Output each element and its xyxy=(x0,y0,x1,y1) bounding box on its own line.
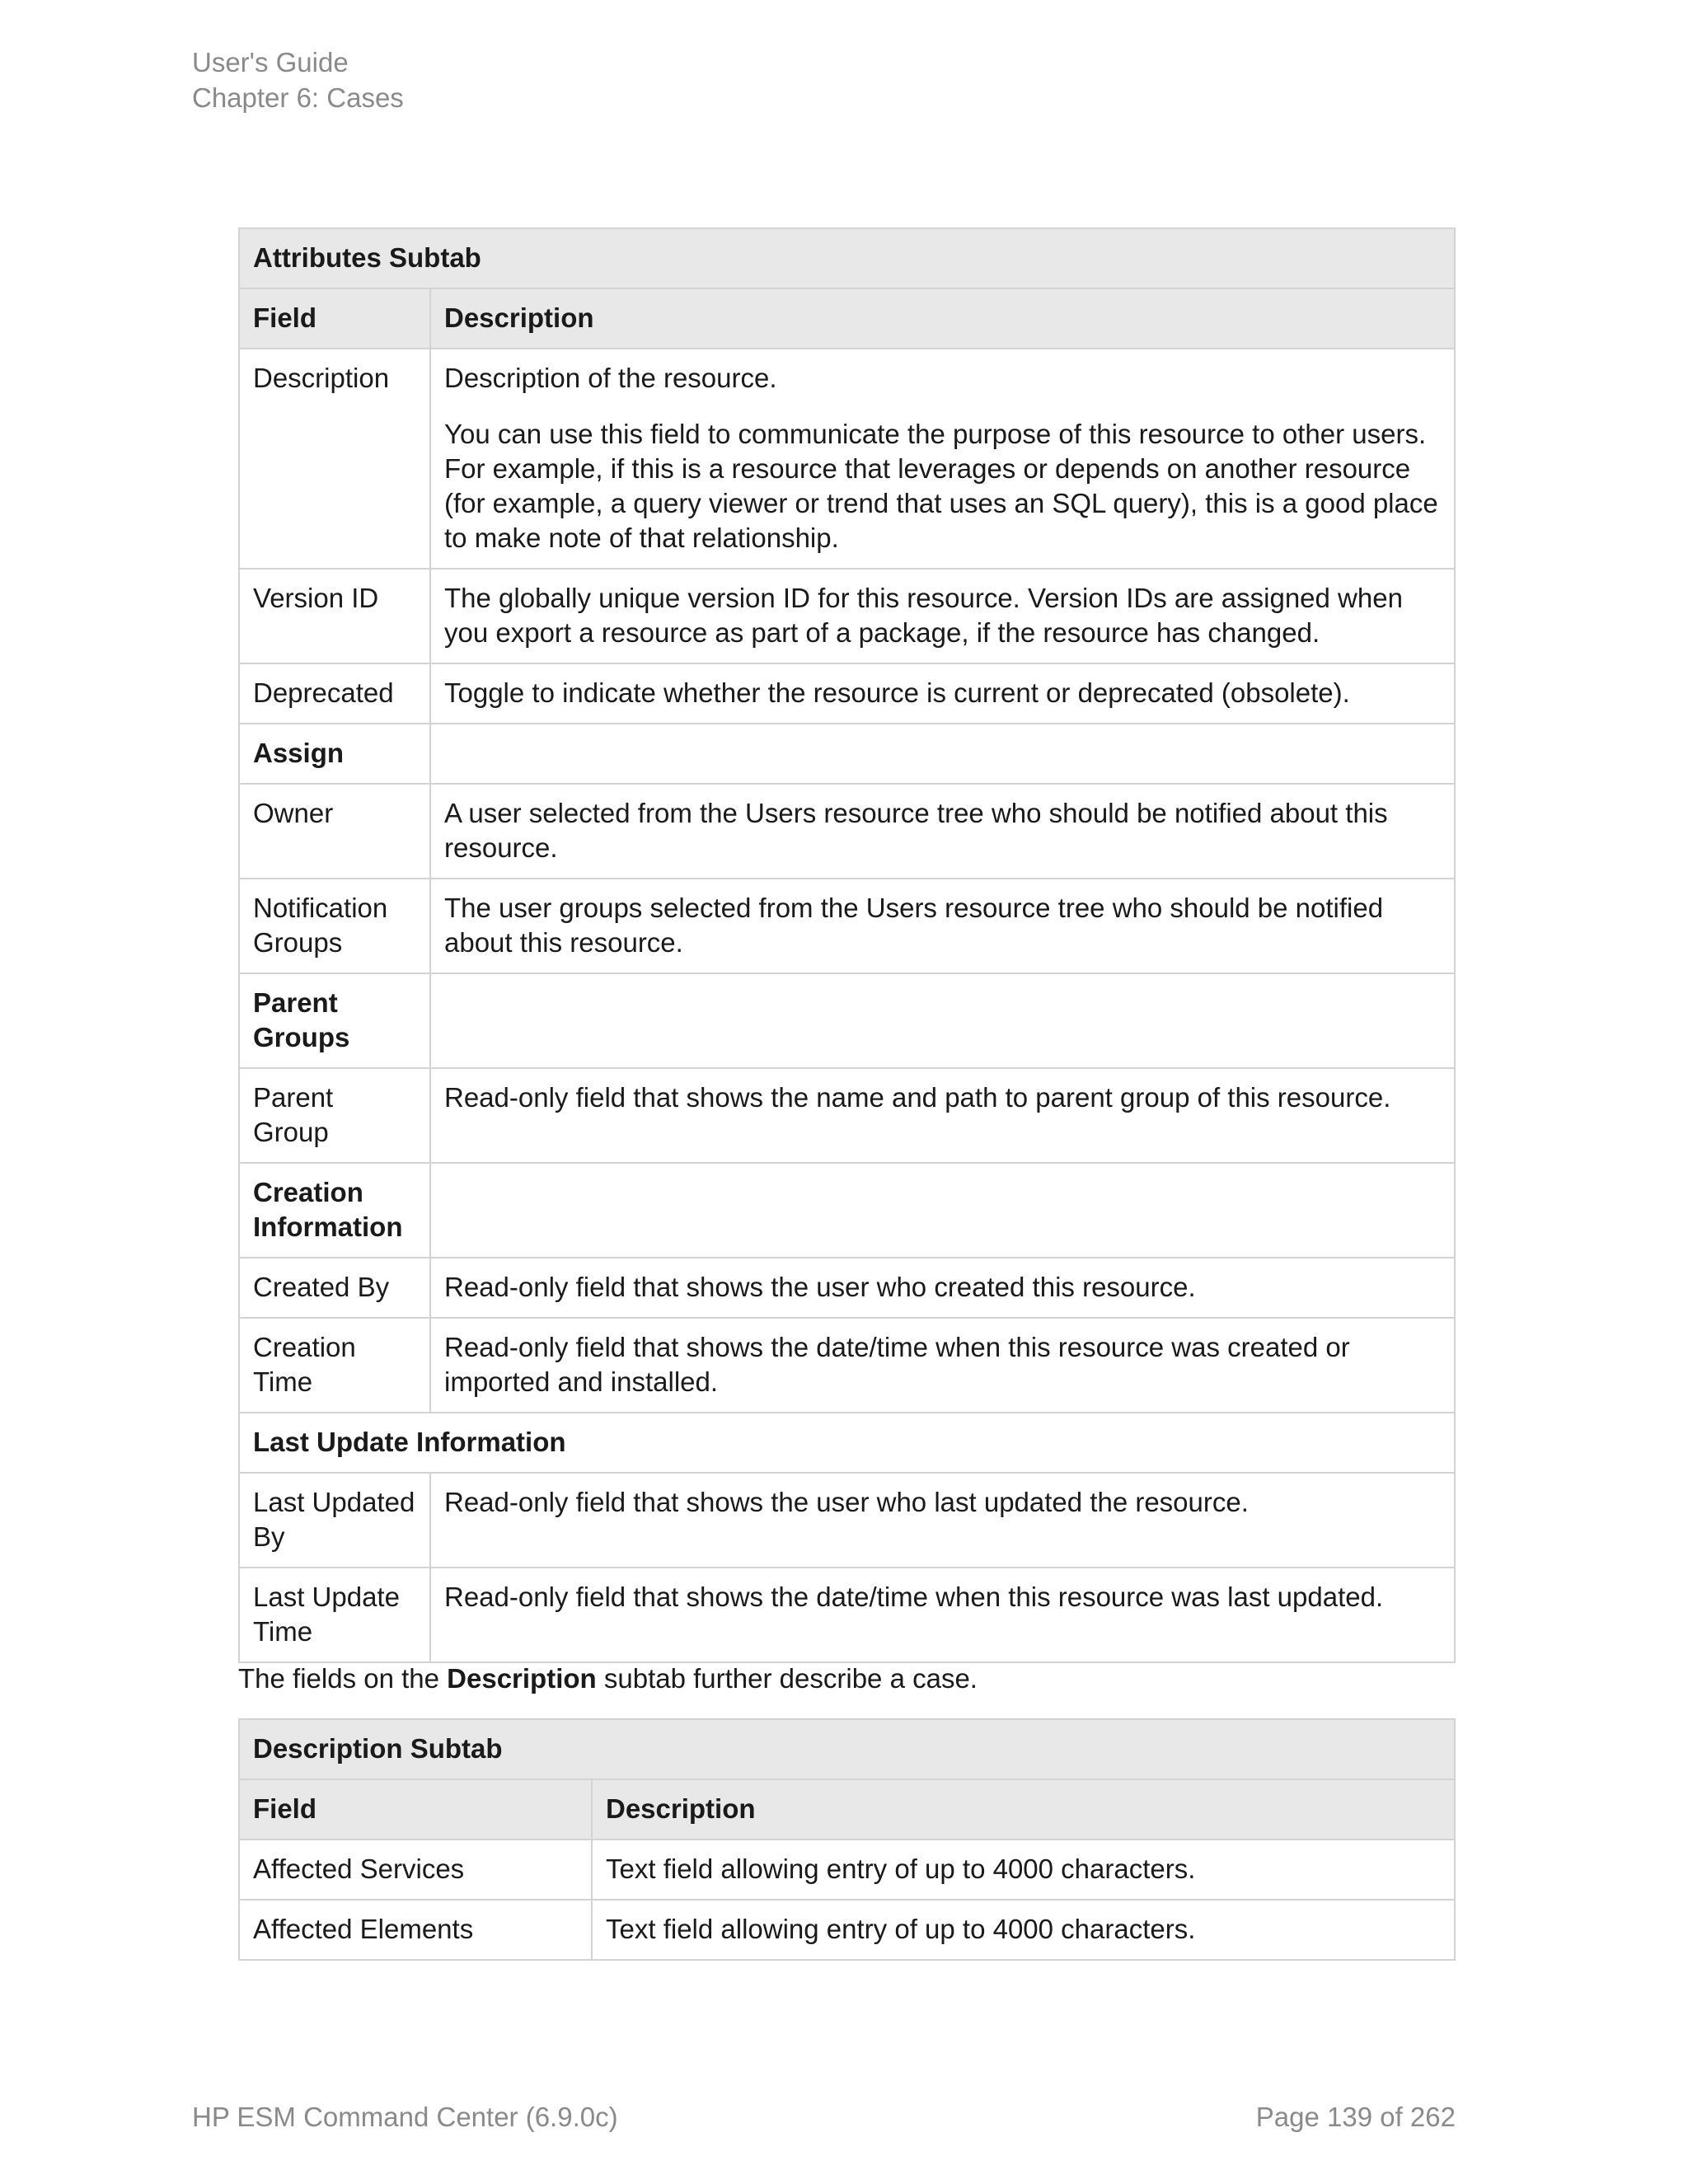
table-row xyxy=(239,1900,1455,1960)
column-header-row xyxy=(239,288,1455,349)
section-row xyxy=(239,1413,1455,1473)
field-description: A user selected from the Users resource tree who should be notified about this resource. xyxy=(430,784,1455,879)
table-row xyxy=(239,663,1455,724)
column-header-field: Field xyxy=(239,1779,592,1840)
page-header xyxy=(192,45,404,115)
field-name: Last Updated By xyxy=(239,1473,430,1568)
field-description: The user groups selected from the Users resource tree who should be notified about this resource. xyxy=(430,879,1455,973)
table-title: Attributes Subtab xyxy=(239,228,1455,288)
field-name: Affected Services xyxy=(239,1840,592,1900)
field-description: Read-only field that shows the user who created this resource. xyxy=(430,1258,1455,1318)
section-heading: Parent Groups xyxy=(239,973,430,1068)
field-name: Last Update Time xyxy=(239,1568,430,1662)
field-description: Text field allowing entry of up to 4000 characters. xyxy=(592,1900,1455,1960)
table-row xyxy=(239,1068,1455,1163)
section-heading: Creation Information xyxy=(239,1163,430,1258)
table-row xyxy=(239,1318,1455,1413)
description-paragraph: Description of the resource. xyxy=(444,363,777,393)
description-paragraph: You can use this field to communicate the purpose of this resource to other users. For example, if this is a resource that leverages or depends on another resource (for example, a query viewer or trend that uses an SQL query), this is a good place to make note of that relationship. xyxy=(444,419,1438,553)
field-name: Creation Time xyxy=(239,1318,430,1413)
section-row xyxy=(239,1163,1455,1258)
description-subtab-table xyxy=(238,1718,1456,1961)
field-name: Affected Elements xyxy=(239,1900,592,1960)
table-row xyxy=(239,1568,1455,1662)
page-number: Page 139 of 262 xyxy=(1255,2102,1456,2132)
field-name: Notification Groups xyxy=(239,879,430,973)
page-footer xyxy=(192,2100,1456,2135)
field-name: Created By xyxy=(239,1258,430,1318)
table-row xyxy=(239,879,1455,973)
table-row xyxy=(239,1840,1455,1900)
table-row xyxy=(239,1258,1455,1318)
table-title-row xyxy=(239,1719,1455,1779)
empty-cell xyxy=(430,1163,1455,1258)
description-subtab-intro xyxy=(238,1661,978,1696)
field-name: Parent Group xyxy=(239,1068,430,1163)
table-row xyxy=(239,1473,1455,1568)
field-name: Owner xyxy=(239,784,430,879)
product-name: HP ESM Command Center (6.9.0c) xyxy=(192,2102,618,2132)
field-description: Read-only field that shows the date/time when this resource was created or imported and installed. xyxy=(430,1318,1455,1413)
empty-cell xyxy=(430,724,1455,784)
empty-cell xyxy=(430,973,1455,1068)
field-name: Version ID xyxy=(239,569,430,663)
table-row xyxy=(239,349,1455,569)
field-description xyxy=(430,349,1455,569)
field-description: Text field allowing entry of up to 4000 characters. xyxy=(592,1840,1455,1900)
guide-title: User's Guide xyxy=(192,47,349,77)
table-row xyxy=(239,784,1455,879)
column-header-description: Description xyxy=(592,1779,1455,1840)
section-heading: Last Update Information xyxy=(239,1413,1455,1473)
table-title-row xyxy=(239,228,1455,288)
field-name: Deprecated xyxy=(239,663,430,724)
table-title: Description Subtab xyxy=(239,1719,1455,1779)
section-row xyxy=(239,973,1455,1068)
intro-text-bold: Description xyxy=(447,1663,597,1694)
section-row xyxy=(239,724,1455,784)
attributes-subtab-table xyxy=(238,227,1456,1663)
table-row xyxy=(239,569,1455,663)
field-description: The globally unique version ID for this resource. Version IDs are assigned when you export a resource as part of a package, if the resource has changed. xyxy=(430,569,1455,663)
field-name: Description xyxy=(239,349,430,569)
chapter-title: Chapter 6: Cases xyxy=(192,82,404,113)
intro-text-after: subtab further describe a case. xyxy=(596,1663,978,1694)
intro-text-before: The fields on the xyxy=(238,1663,448,1694)
field-description: Read-only field that shows the date/time when this resource was last updated. xyxy=(430,1568,1455,1662)
column-header-row xyxy=(239,1779,1455,1840)
field-description: Read-only field that shows the name and path to parent group of this resource. xyxy=(430,1068,1455,1163)
column-header-field: Field xyxy=(239,288,430,349)
field-description: Read-only field that shows the user who last updated the resource. xyxy=(430,1473,1455,1568)
field-description: Toggle to indicate whether the resource is current or deprecated (obsolete). xyxy=(430,663,1455,724)
section-heading: Assign xyxy=(239,724,430,784)
column-header-description: Description xyxy=(430,288,1455,349)
